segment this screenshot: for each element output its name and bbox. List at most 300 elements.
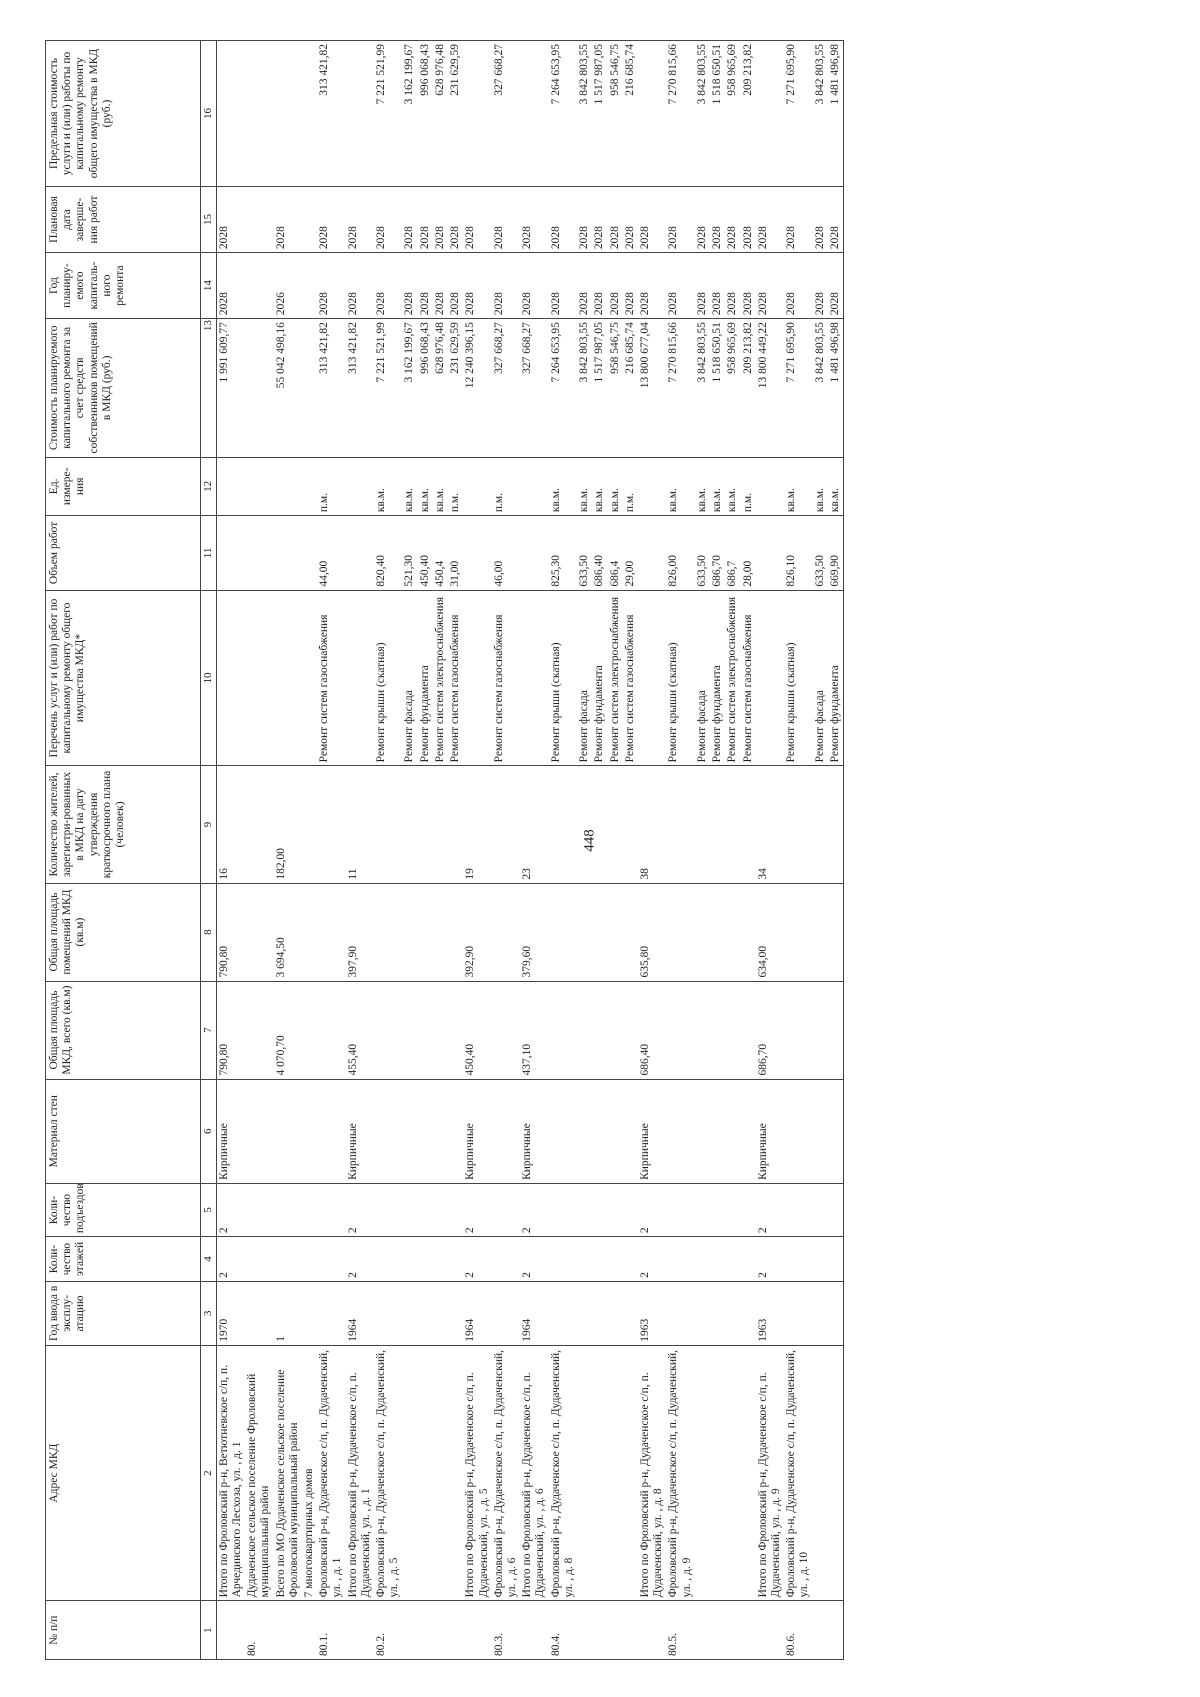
table-row (374, 41, 402, 1660)
cell-c10 (245, 590, 273, 766)
cell-c8 (741, 883, 756, 981)
cell-c11 (216, 516, 245, 591)
cell-c2 (741, 1345, 756, 1601)
cell-c10: Ремонт фундамента (828, 590, 844, 766)
cell-c10 (302, 590, 317, 766)
cell-c11: 633,50 (813, 516, 828, 591)
table-row (274, 41, 302, 1660)
cell-c5 (710, 1183, 725, 1236)
cell-c16: 3 162 199,67 (402, 41, 417, 187)
cell-c13: 3 842 803,55 (695, 319, 710, 457)
cell-c1: 80.3. (492, 1601, 520, 1660)
cell-c2: Итого по Фроловский р-н, Дудаченское с/п, п. Дудаченский, ул. , д. 8 (638, 1345, 666, 1601)
cell-c15: 2028 (710, 187, 725, 253)
cell-c1: 80.2. (374, 1601, 402, 1660)
column-header-11: Объем работ (46, 516, 201, 591)
cell-c1 (828, 1601, 844, 1660)
table-row (492, 41, 520, 1660)
cell-c3 (448, 1281, 463, 1345)
cell-c7: 450,40 (463, 981, 491, 1079)
cell-c10: Ремонт систем газоснабжения (492, 590, 520, 766)
cell-c5 (695, 1183, 710, 1236)
cell-c8: 397,90 (346, 883, 374, 981)
cell-c12 (520, 457, 548, 516)
cell-c12: кв.м. (710, 457, 725, 516)
cell-c12: п.м. (623, 457, 638, 516)
cell-c3 (695, 1281, 710, 1345)
cell-c4: 2 (638, 1237, 666, 1282)
cell-c1 (710, 1601, 725, 1660)
cell-c12: кв.м. (608, 457, 623, 516)
cell-c4 (666, 1237, 694, 1282)
column-header-15: Плановая дата заверше-ния работ (46, 187, 201, 253)
cell-c9 (549, 766, 577, 883)
cell-c2 (710, 1345, 725, 1601)
column-header-7: Общая площадь МКД, всего (кв.м) (46, 981, 201, 1079)
cell-c7 (577, 981, 592, 1079)
cell-c7 (448, 981, 463, 1079)
cell-c4: 2 (216, 1237, 245, 1282)
cell-c2: Всего по МО Дудаченское сельское поселение Фроловский муниципальный район (274, 1345, 302, 1601)
cell-c15: 2028 (638, 187, 666, 253)
cell-c5 (402, 1183, 417, 1236)
cell-c9 (710, 766, 725, 883)
cell-c6 (695, 1079, 710, 1183)
cell-c16: 958 546,75 (608, 41, 623, 187)
cell-c1 (216, 1601, 245, 1660)
table-row (317, 41, 345, 1660)
cell-c15: 2028 (828, 187, 844, 253)
cell-c14 (245, 253, 273, 319)
cell-c16 (520, 41, 548, 187)
cell-c4 (549, 1237, 577, 1282)
cell-c16: 231 629,59 (448, 41, 463, 187)
cell-c2: Фроловский р-н, Дудаченское с/п, п. Дудаченский, ул. , д. 5 (374, 1345, 402, 1601)
column-number-3: 3 (201, 1281, 217, 1345)
cell-c16 (274, 41, 302, 187)
cell-c16: 313 421,82 (317, 41, 345, 187)
cell-c16: 327 668,27 (492, 41, 520, 187)
cell-c8 (302, 883, 317, 981)
cell-c8 (608, 883, 623, 981)
cell-c13: 3 842 803,55 (577, 319, 592, 457)
cell-c7 (608, 981, 623, 1079)
table-row (592, 41, 607, 1660)
cell-c16 (346, 41, 374, 187)
cell-c5 (433, 1183, 448, 1236)
cell-c1 (695, 1601, 710, 1660)
cell-c11: 44,00 (317, 516, 345, 591)
cell-c16: 209 213,82 (741, 41, 756, 187)
table-row (346, 41, 374, 1660)
cell-c9: 19 (463, 766, 491, 883)
cell-c10 (346, 590, 374, 766)
cell-c8: 790,80 (216, 883, 245, 981)
cell-c10 (520, 590, 548, 766)
cell-c2: Фроловский р-н, Дудаченское с/п, п. Дудаченский, ул. , д. 1 (317, 1345, 345, 1601)
cell-c12: п.м. (448, 457, 463, 516)
cell-c16: 7 271 695,90 (784, 41, 812, 187)
cell-c16: 958 965,69 (725, 41, 740, 187)
cell-c9 (577, 766, 592, 883)
table-row (813, 41, 828, 1660)
cell-c4 (433, 1237, 448, 1282)
cell-c16: 216 685,74 (623, 41, 638, 187)
cell-c8 (402, 883, 417, 981)
cell-c14: 2028 (216, 253, 245, 319)
column-number-4: 4 (201, 1237, 217, 1282)
cell-c2 (725, 1345, 740, 1601)
cell-c8 (577, 883, 592, 981)
cell-c2: 7 многоквартирных домов (302, 1345, 317, 1601)
table-row (433, 41, 448, 1660)
cell-c14: 2028 (828, 253, 844, 319)
column-header-4: Коли-чество этажей (46, 1237, 201, 1282)
cell-c11: 46,00 (492, 516, 520, 591)
cell-c1 (756, 1601, 784, 1660)
cell-c7 (784, 981, 812, 1079)
cell-c12: кв.м. (549, 457, 577, 516)
cell-c4 (623, 1237, 638, 1282)
cell-c6 (418, 1079, 433, 1183)
cell-c9 (741, 766, 756, 883)
cell-c1 (433, 1601, 448, 1660)
column-number-6: 6 (201, 1079, 217, 1183)
cell-c6 (317, 1079, 345, 1183)
cell-c10: Ремонт крыши (скатная) (549, 590, 577, 766)
cell-c15: 2028 (317, 187, 345, 253)
cell-c10 (463, 590, 491, 766)
cell-c4 (725, 1237, 740, 1282)
cell-c1 (302, 1601, 317, 1660)
cell-c6: Кирпичные (756, 1079, 784, 1183)
cell-c13: 327 668,27 (492, 319, 520, 457)
cell-c4 (448, 1237, 463, 1282)
cell-c14: 2028 (418, 253, 433, 319)
cell-c15: 2028 (577, 187, 592, 253)
column-number-13: 13 (201, 319, 217, 457)
cell-c3: 1963 (756, 1281, 784, 1345)
cell-c12: кв.м. (433, 457, 448, 516)
cell-c11 (520, 516, 548, 591)
cell-c3 (577, 1281, 592, 1345)
cell-c7: 437,10 (520, 981, 548, 1079)
cell-c8 (433, 883, 448, 981)
cell-c9 (725, 766, 740, 883)
cell-c14: 2028 (492, 253, 520, 319)
cell-c5 (302, 1183, 317, 1236)
cell-c3 (245, 1281, 273, 1345)
cell-c6 (725, 1079, 740, 1183)
cell-c10: Ремонт фасада (695, 590, 710, 766)
cell-c1 (520, 1601, 548, 1660)
cell-c15: 2028 (520, 187, 548, 253)
cell-c15: 2028 (402, 187, 417, 253)
cell-c7: 4 070,70 (274, 981, 302, 1079)
cell-c2 (828, 1345, 844, 1601)
cell-c4 (592, 1237, 607, 1282)
column-header-2: Адрес МКД (46, 1345, 201, 1601)
cell-c5 (666, 1183, 694, 1236)
cell-c6 (302, 1079, 317, 1183)
cell-c2 (402, 1345, 417, 1601)
cell-c3 (418, 1281, 433, 1345)
cell-c13: 1 481 496,98 (828, 319, 844, 457)
cell-c14: 2028 (317, 253, 345, 319)
cell-c14: 2028 (638, 253, 666, 319)
cell-c8 (492, 883, 520, 981)
cell-c5 (828, 1183, 844, 1236)
cell-c13: 3 162 199,67 (402, 319, 417, 457)
cell-c14: 2028 (463, 253, 491, 319)
cell-c8: 3 694,50 (274, 883, 302, 981)
cell-c16: 3 842 803,55 (813, 41, 828, 187)
cell-c7 (813, 981, 828, 1079)
cell-c8 (784, 883, 812, 981)
cell-c8: 379,60 (520, 883, 548, 981)
cell-c13: 1 991 609,77 (216, 319, 245, 457)
cell-c16: 1 518 650,51 (710, 41, 725, 187)
cell-c4 (784, 1237, 812, 1282)
cell-c5 (623, 1183, 638, 1236)
cell-c15: 2028 (756, 187, 784, 253)
cell-c5 (374, 1183, 402, 1236)
cell-c10 (638, 590, 666, 766)
cell-c15: 2028 (433, 187, 448, 253)
column-header-14: Год планиру-емого капиталь-ного ремонта (46, 253, 201, 319)
table-row (577, 41, 592, 1660)
cell-c4 (402, 1237, 417, 1282)
cell-c3: 1970 (216, 1281, 245, 1345)
cell-c6 (623, 1079, 638, 1183)
cell-c8 (448, 883, 463, 981)
cell-c9: 11 (346, 766, 374, 883)
cell-c11 (463, 516, 491, 591)
cell-c2: Итого по Фроловский р-н, Ветютневское с/п, п. Арчединского Лесхоза, ул. , д. 1 (216, 1345, 245, 1601)
cell-c6: Кирпичные (216, 1079, 245, 1183)
cell-c12: кв.м. (577, 457, 592, 516)
cell-c3 (549, 1281, 577, 1345)
cell-c14: 2028 (346, 253, 374, 319)
cell-c6 (274, 1079, 302, 1183)
cell-c8 (666, 883, 694, 981)
cell-c11: 450,40 (418, 516, 433, 591)
cell-c7 (710, 981, 725, 1079)
cell-c15: 2028 (549, 187, 577, 253)
cell-c12: п.м. (317, 457, 345, 516)
cell-c1 (274, 1601, 302, 1660)
cell-c7 (549, 981, 577, 1079)
cell-c2: Итого по Фроловский р-н, Дудаченское с/п, п. Дудаченский, ул. , д. 9 (756, 1345, 784, 1601)
cell-c8 (374, 883, 402, 981)
cell-c15: 2028 (623, 187, 638, 253)
cell-c4 (813, 1237, 828, 1282)
cell-c12 (245, 457, 273, 516)
cell-c14 (302, 253, 317, 319)
cell-c1: 80.1. (317, 1601, 345, 1660)
cell-c11: 820,40 (374, 516, 402, 591)
cell-c10 (216, 590, 245, 766)
cell-c14: 2026 (274, 253, 302, 319)
cell-c1 (592, 1601, 607, 1660)
cell-c7 (623, 981, 638, 1079)
cell-c16 (216, 41, 245, 187)
cell-c13: 958 965,69 (725, 319, 740, 457)
cell-c12: п.м. (741, 457, 756, 516)
table-row (638, 41, 666, 1660)
cell-c1 (608, 1601, 623, 1660)
cell-c10: Ремонт систем газоснабжения (317, 590, 345, 766)
cell-c10: Ремонт крыши (скатная) (666, 590, 694, 766)
cell-c3: 1 (274, 1281, 302, 1345)
cell-c6: Кирпичные (520, 1079, 548, 1183)
cell-c9: 16 (216, 766, 245, 883)
cell-c12: кв.м. (725, 457, 740, 516)
cell-c10: Ремонт фундамента (710, 590, 725, 766)
cell-c14: 2028 (374, 253, 402, 319)
cell-c15: 2028 (608, 187, 623, 253)
cell-c3: 1964 (520, 1281, 548, 1345)
cell-c13: 231 629,59 (448, 319, 463, 457)
cell-c15: 2028 (813, 187, 828, 253)
cell-c2: Итого по Фроловский р-н, Дудаченское с/п, п. Дудаченский, ул. , д. 1 (346, 1345, 374, 1601)
capital-repair-table (45, 40, 844, 1660)
cell-c4 (828, 1237, 844, 1282)
table-row (725, 41, 740, 1660)
cell-c5: 2 (638, 1183, 666, 1236)
cell-c10: Ремонт крыши (скатная) (374, 590, 402, 766)
table-row (608, 41, 623, 1660)
cell-c1 (402, 1601, 417, 1660)
cell-c10: Ремонт систем электроснабжения (725, 590, 740, 766)
cell-c16: 1 481 496,98 (828, 41, 844, 187)
cell-c13: 628 976,48 (433, 319, 448, 457)
cell-c5 (448, 1183, 463, 1236)
cell-c13: 313 421,82 (346, 319, 374, 457)
cell-c6 (577, 1079, 592, 1183)
cell-c5 (492, 1183, 520, 1236)
cell-c8 (695, 883, 710, 981)
cell-c6 (666, 1079, 694, 1183)
cell-c5 (813, 1183, 828, 1236)
cell-c4: 2 (463, 1237, 491, 1282)
cell-c12: кв.м. (666, 457, 694, 516)
cell-c11: 826,10 (784, 516, 812, 591)
cell-c6 (784, 1079, 812, 1183)
cell-c9: 23 (520, 766, 548, 883)
cell-c9 (784, 766, 812, 883)
cell-c5: 2 (756, 1183, 784, 1236)
cell-c9 (317, 766, 345, 883)
cell-c5 (317, 1183, 345, 1236)
cell-c9 (828, 766, 844, 883)
cell-c11 (756, 516, 784, 591)
table-row (784, 41, 812, 1660)
cell-c11 (346, 516, 374, 591)
cell-c13: 12 240 396,15 (463, 319, 491, 457)
cell-c3 (741, 1281, 756, 1345)
cell-c7 (828, 981, 844, 1079)
cell-c1 (725, 1601, 740, 1660)
cell-c6 (374, 1079, 402, 1183)
cell-c11: 669,90 (828, 516, 844, 591)
column-header-1: № п/п (46, 1601, 201, 1660)
header-row (46, 41, 201, 1660)
column-number-7: 7 (201, 981, 217, 1079)
table-body (216, 41, 843, 1660)
cell-c3 (725, 1281, 740, 1345)
cell-c15: 2028 (592, 187, 607, 253)
column-header-10: Перечень услуг и (или) работ по капитальному ремонту общего имущества МКД* (46, 590, 201, 766)
table-row (418, 41, 433, 1660)
cell-c1 (346, 1601, 374, 1660)
cell-c11: 450,4 (433, 516, 448, 591)
table-row (623, 41, 638, 1660)
cell-c8 (813, 883, 828, 981)
cell-c8 (245, 883, 273, 981)
cell-c3 (433, 1281, 448, 1345)
column-number-8: 8 (201, 883, 217, 981)
cell-c13: 1 517 987,05 (592, 319, 607, 457)
cell-c16: 1 517 987,05 (592, 41, 607, 187)
cell-c4 (418, 1237, 433, 1282)
cell-c12: кв.м. (695, 457, 710, 516)
cell-c10: Ремонт фундамента (592, 590, 607, 766)
cell-c3 (374, 1281, 402, 1345)
cell-c1 (463, 1601, 491, 1660)
cell-c11: 31,00 (448, 516, 463, 591)
cell-c12: кв.м. (592, 457, 607, 516)
table-row (448, 41, 463, 1660)
cell-c15: 2028 (274, 187, 302, 253)
cell-c10: Ремонт фасада (813, 590, 828, 766)
table-row (741, 41, 756, 1660)
cell-c11 (245, 516, 273, 591)
cell-c8 (592, 883, 607, 981)
table-row (666, 41, 694, 1660)
cell-c7 (302, 981, 317, 1079)
table-row (520, 41, 548, 1660)
cell-c9 (302, 766, 317, 883)
cell-c8 (828, 883, 844, 981)
rotated-table-container (45, 40, 1055, 1660)
cell-c15: 2028 (741, 187, 756, 253)
cell-c16 (463, 41, 491, 187)
cell-c15: 2028 (463, 187, 491, 253)
cell-c1: 80.5. (666, 1601, 694, 1660)
cell-c14: 2028 (813, 253, 828, 319)
cell-c10: Ремонт систем газоснабжения (623, 590, 638, 766)
column-header-13: Стоимость планируемого капитального ремонта за счет средств собственников помещений в МКД (руб.) (46, 319, 201, 457)
cell-c7 (402, 981, 417, 1079)
cell-c2 (608, 1345, 623, 1601)
column-header-16: Предельная стоимость услуги и (или) работы по капитальному ремонту общего имущества в МКД (руб.) (46, 41, 201, 187)
cell-c13: 7 270 815,66 (666, 319, 694, 457)
cell-c14: 2028 (448, 253, 463, 319)
cell-c16 (302, 41, 317, 187)
cell-c1 (813, 1601, 828, 1660)
cell-c7 (245, 981, 273, 1079)
cell-c13: 7 264 653,95 (549, 319, 577, 457)
cell-c7 (433, 981, 448, 1079)
cell-c5 (274, 1183, 302, 1236)
cell-c10 (274, 590, 302, 766)
cell-c6 (492, 1079, 520, 1183)
cell-c13: 7 271 695,90 (784, 319, 812, 457)
cell-c4 (302, 1237, 317, 1282)
cell-c4 (710, 1237, 725, 1282)
column-number-15: 15 (201, 187, 217, 253)
